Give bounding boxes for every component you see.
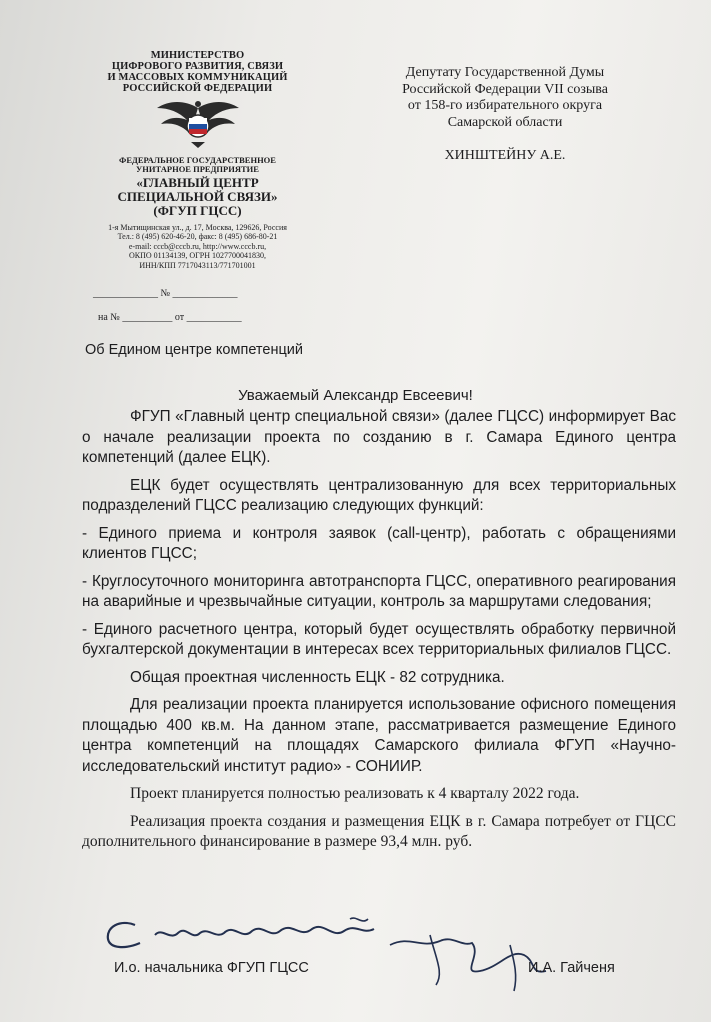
- letterhead: [80, 50, 315, 270]
- handwritten-closing: [100, 905, 620, 995]
- recipient-block: [360, 65, 650, 165]
- phone-line: Тел.: 8 (495) 620-46-20, факс: 8 (495) 686-80-21: [117, 232, 278, 242]
- body-paragraph: ФГУП «Главный центр специальной связи» (далее ГЦСС) информирует Вас о начале реализации проекта по созданию в г. Самара Единого центра компетенций (далее ЕЦК).: [82, 408, 676, 466]
- recipient-line: Российской Федерации VII созыва: [402, 81, 608, 97]
- recipient-name: ХИНШТЕЙНУ А.Е.: [444, 148, 566, 163]
- letter-body: [82, 407, 676, 860]
- body-paragraph: Для реализации проекта планируется использование офисного помещения площадью 400 кв.м. На данном этапе, рассматривается размещение Единого центра компетенций на площадях Самарского филиала ФГУП «Научно-исследовательский институт радио» - СОНИИР.: [82, 696, 676, 775]
- enterprise-name: [80, 176, 315, 218]
- body-paragraph: Общая проектная численность ЕЦК - 82 сотрудника.: [130, 668, 505, 686]
- function-list-item: - Круглосуточного мониторинга автотранспорта ГЦСС, оперативного реагирования на аварийные и чрезвычайные ситуации, контроль за маршрутами следования;: [82, 572, 676, 610]
- ministry-line: И МАССОВЫХ КОММУНИКАЦИЙ: [107, 72, 288, 83]
- contact-details: [80, 223, 315, 270]
- enterprise-type: [80, 156, 315, 174]
- enterprise-name-line: СПЕЦИАЛЬНОЙ СВЯЗИ»: [117, 189, 278, 204]
- salutation: Уважаемый Александр Евсеевич!: [238, 387, 473, 404]
- signatory-position: И.о. начальника ФГУП ГЦСС: [114, 960, 309, 976]
- function-list-item: - Единого расчетного центра, который будет осуществлять обработку первичной бухгалтерской документации в интересах всех территориальных филиалов ГЦСС.: [82, 620, 676, 658]
- eagle-emblem-icon: [155, 98, 241, 150]
- body-paragraph: Проект планируется полностью реализовать к 4 кварталу 2022 года.: [130, 785, 580, 802]
- ministry-line: РОССИЙСКОЙ ФЕДЕРАЦИИ: [122, 83, 273, 94]
- ministry-line: МИНИСТЕРСТВО: [150, 50, 245, 61]
- body-paragraph: Реализация проекта создания и размещения ЕЦК в г. Самара потребует от ГЦСС дополнительного финансирование в размере 93,4 млн. руб.: [82, 812, 676, 850]
- signatory-name: И.А. Гайченя: [528, 960, 615, 976]
- email-line: e-mail: cccb@cccb.ru, http://www.cccb.ru,: [128, 241, 267, 251]
- enterprise-type-line: УНИТАРНОЕ ПРЕДПРИЯТИЕ: [136, 164, 259, 174]
- enterprise-name-line: «ГЛАВНЫЙ ЦЕНТР: [136, 175, 259, 190]
- recipient-line: Депутату Государственной Думы: [405, 65, 605, 80]
- body-paragraph: ЕЦК будет осуществлять централизованную для всех территориальных подразделений ГЦСС реализацию следующих функций:: [82, 476, 676, 514]
- function-list-item: - Единого приема и контроля заявок (call-центр), работать с обращениями клиентов ГЦСС;: [82, 524, 676, 562]
- registration-line: ОКПО 01134139, ОГРН 1027700041830,: [129, 251, 266, 261]
- outgoing-number-line: _____________ № _____________: [93, 288, 238, 299]
- enterprise-type-line: ФЕДЕРАЛЬНОЕ ГОСУДАРСТВЕННОЕ: [119, 155, 276, 165]
- tax-id-line: ИНН/КПП 7717043113/771701001: [139, 260, 256, 270]
- ministry-name: [80, 50, 315, 94]
- reply-reference-line: на № __________ от ___________: [98, 312, 242, 323]
- enterprise-name-line: (ФГУП ГЦСС): [153, 203, 242, 218]
- recipient-line: от 158-го избирательного округа: [407, 98, 603, 113]
- letter-subject: Об Едином центре компетенций: [85, 342, 303, 358]
- address-line: 1-я Мытищинская ул., д. 17, Москва, 129626, Россия: [108, 223, 287, 232]
- recipient-line: Самарской области: [447, 114, 563, 130]
- ministry-line: ЦИФРОВОГО РАЗВИТИЯ, СВЯЗИ: [111, 61, 284, 72]
